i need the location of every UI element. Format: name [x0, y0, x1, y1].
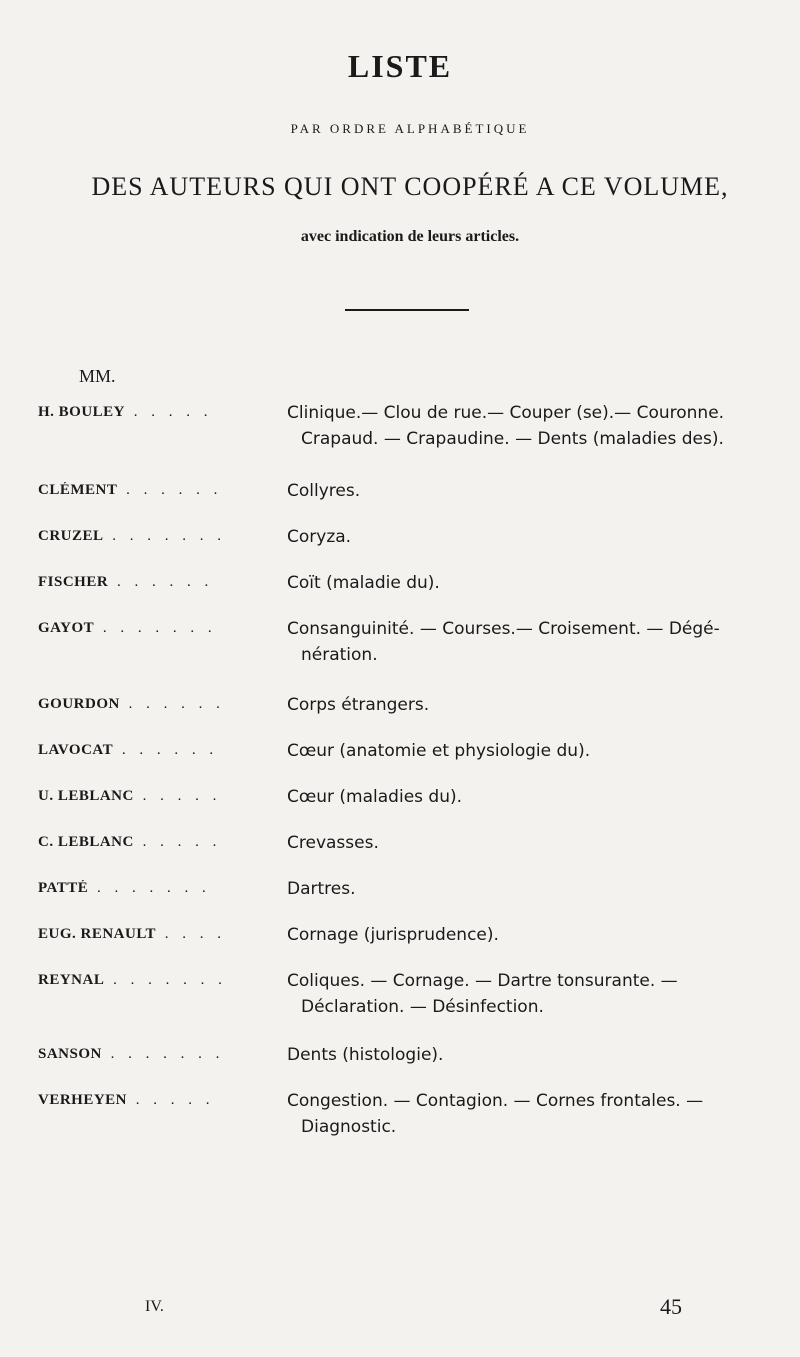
leader-dots: . . . . . . .	[104, 972, 227, 988]
author-name-text: VERHEYEN	[38, 1092, 128, 1108]
article-line-continued: Déclaration. — Désinfection.	[301, 997, 544, 1017]
leader-dots: . . . . . .	[119, 696, 225, 712]
leader-dots: . . . . . .	[108, 574, 214, 590]
article-line: Collyres.	[287, 481, 361, 501]
subtitle-order: PAR ORDRE ALPHABÉTIQUE	[290, 121, 530, 136]
article-list	[287, 478, 783, 504]
author-name	[38, 926, 278, 943]
author-name	[38, 620, 278, 637]
article-line: Dents (histologie).	[287, 1045, 444, 1065]
divider-rule	[345, 309, 469, 311]
author-name-text: GOURDON	[38, 696, 120, 712]
leader-dots: . . . . .	[127, 1092, 215, 1108]
article-line: Cœur (anatomie et physiologie du).	[287, 741, 591, 761]
article-list	[287, 692, 783, 718]
article-line-continued: Crapaud. — Crapaudine. — Dents (maladies des).	[301, 429, 724, 449]
author-name	[38, 788, 278, 805]
article-line-continued: nération.	[301, 645, 378, 665]
article-list	[287, 1042, 783, 1068]
article-line: Crevasses.	[287, 833, 379, 853]
article-line: Cornage (jurisprudence).	[287, 925, 499, 945]
author-name-text: PATTÉ	[38, 880, 89, 896]
article-list	[287, 830, 783, 856]
article-list	[287, 738, 783, 764]
leader-dots: . . . . . . .	[88, 880, 211, 896]
author-name	[38, 880, 278, 897]
leader-dots: . . . . .	[133, 788, 222, 804]
author-name-text: LAVOCAT	[38, 742, 114, 758]
article-line: Cœur (maladies du).	[287, 787, 463, 807]
leader-dots: . . . . . . .	[101, 1046, 225, 1062]
author-name-text: SANSON	[38, 1046, 102, 1062]
article-list	[287, 876, 783, 902]
article-line-continued: Diagnostic.	[301, 1117, 397, 1137]
leader-dots: . . . . .	[133, 834, 222, 850]
author-name-text: H. BOULEY	[38, 404, 126, 420]
article-list	[287, 400, 783, 452]
article-list	[287, 524, 783, 550]
article-list	[287, 616, 783, 668]
leader-dots: . . . . . . .	[103, 528, 227, 544]
author-name	[38, 696, 278, 713]
subtitle-authors: DES AUTEURS QUI ONT COOPÉRÉ A CE VOLUME,	[91, 172, 729, 201]
leader-dots: . . . .	[155, 926, 226, 942]
author-name	[38, 404, 278, 421]
author-name	[38, 972, 278, 989]
author-name-text: GAYOT	[38, 620, 95, 636]
article-list	[287, 570, 783, 596]
leader-dots: . . . . . .	[117, 482, 223, 498]
subtitle-indication: avec indication de leurs articles.	[300, 228, 520, 245]
article-line: Dartres.	[287, 879, 356, 899]
author-name-text: REYNAL	[38, 972, 105, 988]
article-line: Corps étrangers.	[287, 695, 430, 715]
article-line: Coït (maladie du).	[287, 573, 440, 593]
author-name	[38, 1046, 278, 1063]
article-line: Consanguinité. — Courses.— Croisement. — Dégé-	[287, 619, 720, 639]
article-list	[287, 968, 783, 1020]
leader-dots: . . . . . .	[113, 742, 219, 758]
article-line: Congestion. — Contagion. — Cornes frontales. —	[287, 1091, 704, 1111]
article-line: Clinique.— Clou de rue.— Couper (se).— Couronne.	[287, 403, 725, 423]
leader-dots: . . . . . . .	[94, 620, 217, 636]
page-title: LISTE	[347, 48, 453, 84]
author-name	[38, 834, 278, 851]
author-name-text: CLÉMENT	[38, 482, 118, 498]
author-name	[38, 742, 278, 759]
article-list	[287, 1088, 783, 1140]
leader-dots: . . . . .	[125, 404, 213, 420]
article-line: Coryza.	[287, 527, 352, 547]
author-name	[38, 1092, 278, 1109]
article-line: Coliques. — Cornage. — Dartre tonsurante. —	[287, 971, 678, 991]
article-list	[287, 922, 783, 948]
author-name	[38, 574, 278, 591]
mm-label: MM.	[79, 366, 116, 386]
author-name	[38, 482, 278, 499]
author-name-text: C. LEBLANC	[38, 834, 134, 850]
author-name-text: EUG. RENAULT	[38, 926, 156, 942]
author-name-text: U. LEBLANC	[38, 788, 134, 804]
author-name	[38, 528, 278, 545]
volume-number: IV.	[145, 1298, 164, 1315]
author-name-text: CRUZEL	[38, 528, 104, 544]
page-number: 45	[660, 1294, 682, 1319]
author-name-text: FISCHER	[38, 574, 109, 590]
article-list	[287, 784, 783, 810]
